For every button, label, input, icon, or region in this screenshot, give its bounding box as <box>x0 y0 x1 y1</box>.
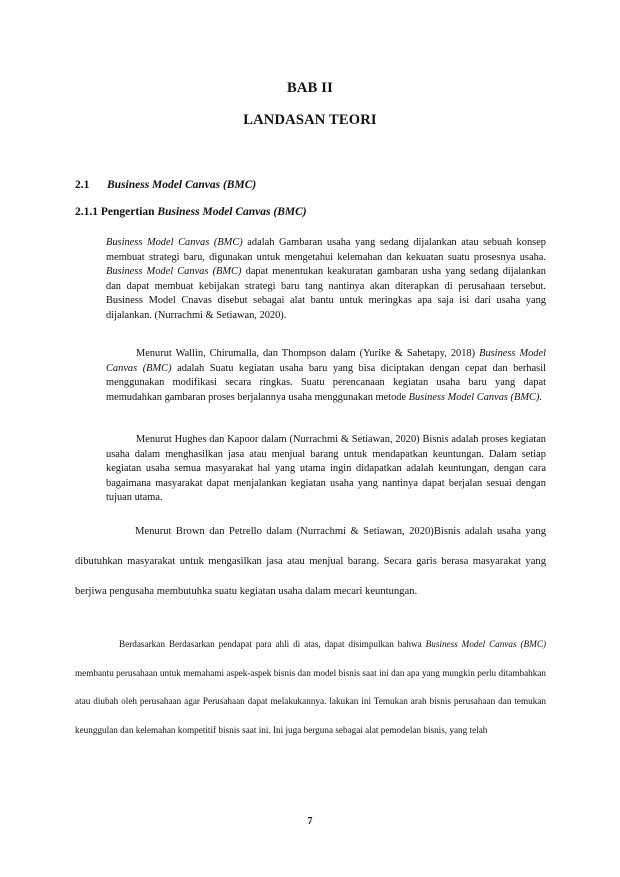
term: Business Model Canvas (BMC) <box>106 266 242 277</box>
subsection-label: Pengertian <box>100 206 155 218</box>
paragraph-text: adalah Suatu kegiatan usaha baru yang bisa diciptakan dengan cepat dan berhasil menggunakan modifikasi secara ringkas. Suatu perencanaan kegiatan usaha baru yang dapat memudahkan gambaran proses berjalannya usaha menggunakan metode <box>106 362 546 403</box>
paragraph-bmc-definition <box>106 236 546 323</box>
chapter-number: BAB II <box>287 80 333 96</box>
section-heading-2-1-1 <box>75 206 307 218</box>
paragraph-text: dapat menentukan keakuratan gambaran usha yang sedang dijalankan dan dapat membuat kebijakan strategi baru tang nantinya akan diterapkan di perusahaan tersebut. Business Model Cnavas disebut sebagai alat bantu untuk meringkas apa saja isi dari usaha yang dijalankan. (Nurrachmi & Setiawan, 2020). <box>106 266 546 321</box>
section-number: 2.1 <box>75 179 90 191</box>
term: Business Model Canvas (BMC) <box>106 348 547 374</box>
paragraph-text: adalah Gambaran usaha yang sedang dijalankan atau sebuah konsep membuat strategi baru, digunakan untuk mengetahui kelemahan dan kekuatan suatu prosesnya usaha. <box>106 237 546 263</box>
paragraph-text: Menurut Wallin, Chirumalla, dan Thompson dalam (Yurike & Sahetapy, 2018) <box>136 348 480 359</box>
section-heading-2-1 <box>75 179 256 191</box>
paragraph-wallin <box>106 347 546 405</box>
paragraph-text: membantu perusahaan untuk memahami aspek-aspek bisnis dan model bisnis saat ini dan apa yang mungkin perlu ditambahkan atau diubah oleh perusahaan agar Perusahaan dapat melakukannya. lakukan ini Temukan arah bisnis perusahaan dan temukan keunggulan dan kelemahan kompetitif bisnis saat ini. Ini juga berguna sebagai alat pemodelan bisnis, yang telah <box>75 667 546 735</box>
paragraph-text: Menurut Brown dan Petrello dalam (Nurrachmi & Setiawan, 2020)Bisnis adalah usaha yang dibutuhkan masyarakat untuk mengasilkan jasa atau menjual barang. Secara garis berasa masyarakat yang berjiwa pengusaha membutuhka suatu kegiatan usaha dalam mecari keuntungan. <box>75 526 546 597</box>
term: Business Model Canvas (BMC) <box>106 237 243 248</box>
paragraph-conclusion <box>75 630 546 744</box>
section-title: Business Model Canvas (BMC) <box>107 179 257 191</box>
subsection-title: Business Model Canvas (BMC) <box>157 206 307 218</box>
term: Business Model Canvas (BMC) <box>425 639 547 649</box>
paragraph-hughes-kapoor <box>106 433 546 506</box>
page-number: 7 <box>307 816 313 827</box>
term: Business Model Canvas (BMC). <box>408 391 542 403</box>
subsection-number: 2.1.1 <box>75 206 98 218</box>
chapter-title: LANDASAN TEORI <box>243 112 377 128</box>
paragraph-text: Menurut Hughes dan Kapoor dalam (Nurrachmi & Setiawan, 2020) Bisnis adalah proses kegiatan usaha dalam menghasilkan jasa atau menjual barang untuk mendapatkan keuntungan. Dalam setiap kegiatan usaha semua masyarakat hal yang utama ingin didapatkan adalah keuntungan, dengan cara bagaimana masyarakat dapat menjalankan kegiatan usaha yang nantinya dapat berjalan sesuai dengan tujuan utama. <box>106 434 546 503</box>
paragraph-brown-petrello <box>75 517 546 607</box>
paragraph-text: Berdasarkan Berdasarkan pendapat para ahli di atas, dapat disimpulkan bahwa <box>119 639 426 649</box>
